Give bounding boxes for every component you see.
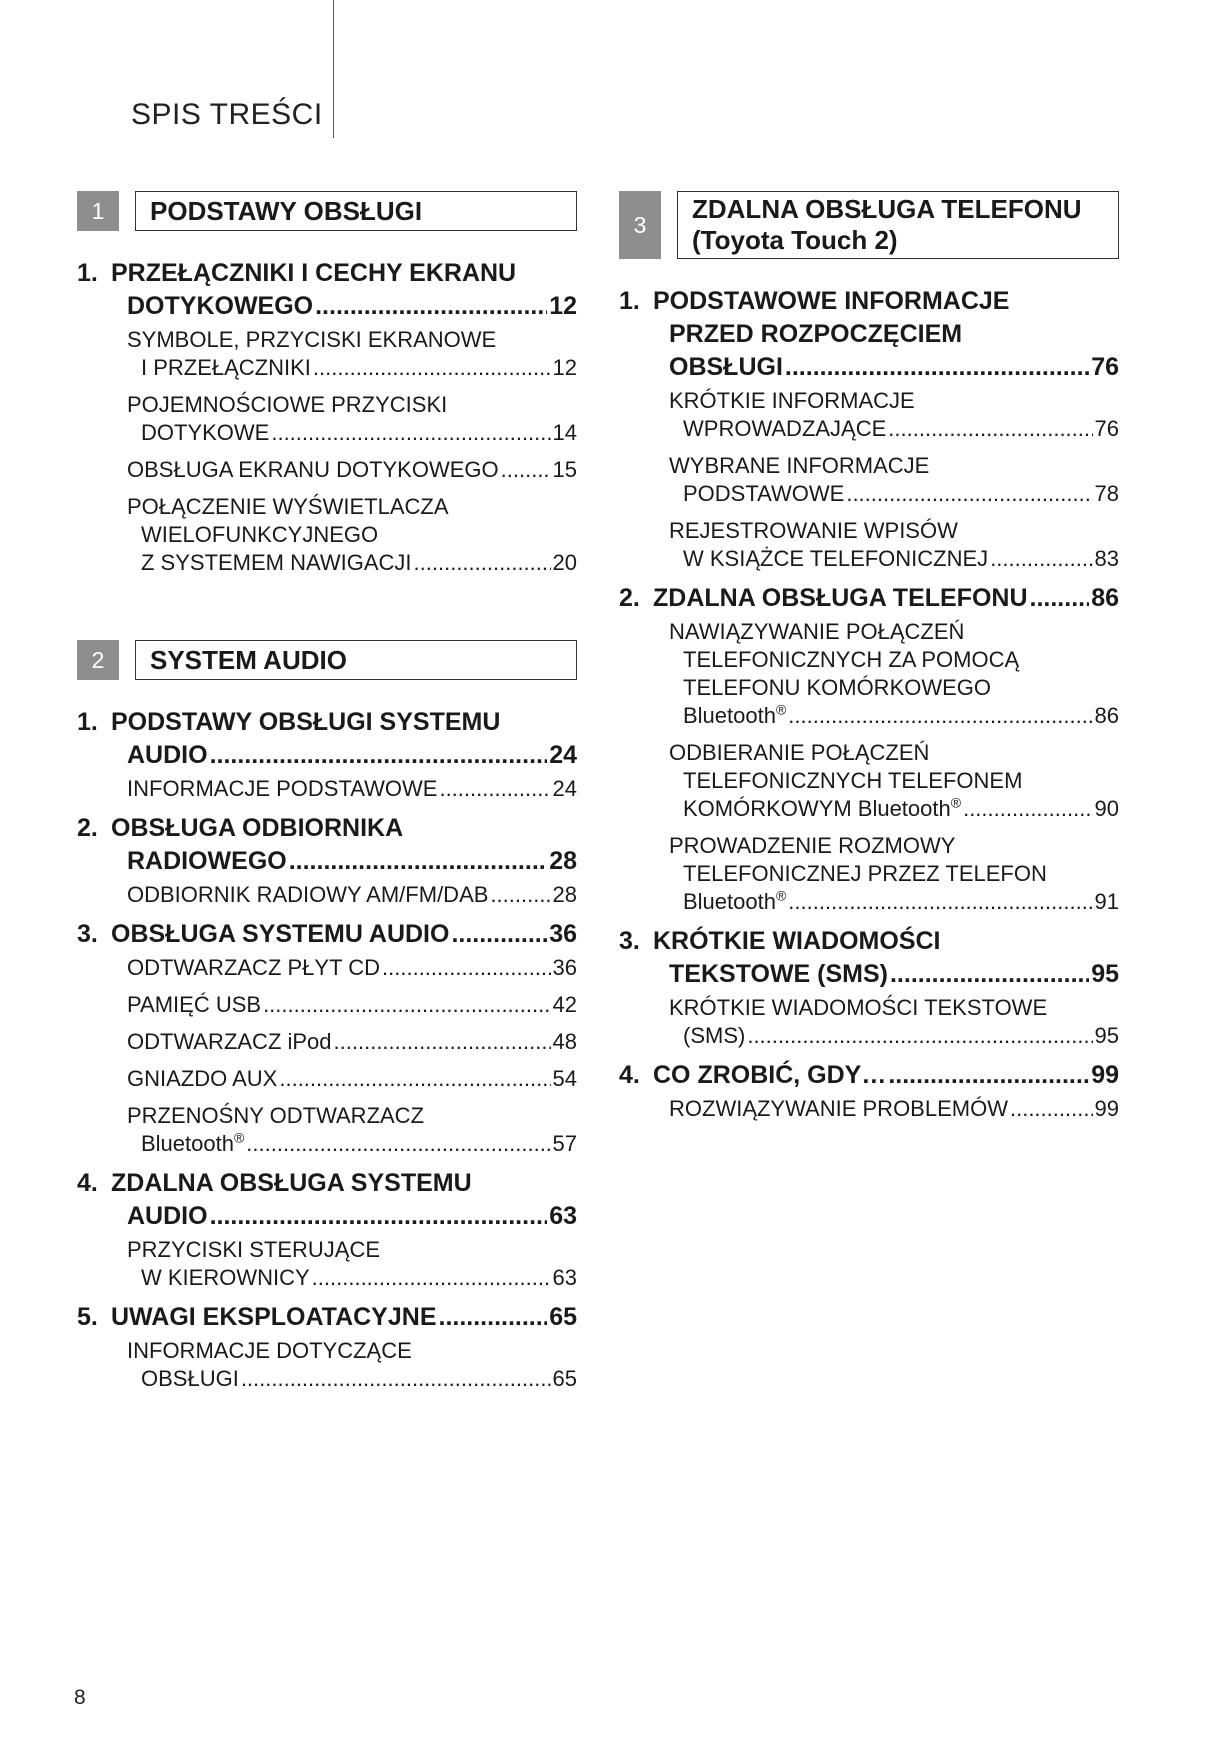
entry-title: W KSIĄŻCE TELEFONICZNEJ xyxy=(683,546,989,571)
chapter-number: 3. xyxy=(619,927,640,955)
page-ref: 76 xyxy=(1091,353,1119,381)
toc-chapter[interactable] xyxy=(77,1301,577,1334)
toc-entry[interactable] xyxy=(77,1065,577,1093)
chapter-title: ZDALNA OBSŁUGA SYSTEMU xyxy=(111,1169,472,1197)
toc-entry[interactable] xyxy=(619,618,1119,730)
page-ref: 54 xyxy=(552,1066,577,1091)
toc-entry[interactable] xyxy=(619,739,1119,823)
header-divider xyxy=(333,0,334,138)
entry-title: W KIEROWNICY xyxy=(141,1265,310,1290)
page-ref: 12 xyxy=(549,292,577,320)
entry-title: OBSŁUGI xyxy=(141,1366,239,1391)
entry-title: TELEFONU KOMÓRKOWEGO xyxy=(683,675,992,700)
page-ref: 63 xyxy=(549,1202,577,1230)
entry-title: GNIAZDO AUX xyxy=(127,1066,278,1091)
page-ref: 12 xyxy=(552,355,577,380)
toc-chapter[interactable] xyxy=(77,812,577,878)
toc-entry[interactable] xyxy=(619,387,1119,443)
entry-title: POJEMNOŚCIOWE PRZYCISKI xyxy=(127,392,448,417)
chapter-title: KRÓTKIE WIADOMOŚCI xyxy=(653,927,941,955)
toc-entry[interactable] xyxy=(77,1028,577,1056)
chapter-title: PODSTAWY OBSŁUGI SYSTEMU xyxy=(111,708,501,736)
entry-title: KRÓTKIE INFORMACJE xyxy=(669,388,915,413)
toc-chapter[interactable] xyxy=(619,285,1119,384)
toc-entry[interactable] xyxy=(77,456,577,484)
toc-entry[interactable] xyxy=(77,326,577,382)
toc-entry[interactable] xyxy=(77,954,577,982)
entry-title: ODBIORNIK RADIOWY AM/FM/DAB xyxy=(127,882,489,907)
page-ref: 14 xyxy=(552,420,577,445)
chapter-title: AUDIO xyxy=(127,741,208,769)
toc-entry[interactable] xyxy=(77,1337,577,1393)
entry-title: ROZWIĄZYWANIE PROBLEMÓW xyxy=(669,1096,1008,1121)
toc-entry[interactable] xyxy=(77,493,577,577)
page-ref: 65 xyxy=(549,1303,577,1331)
page-ref: 86 xyxy=(1091,584,1119,612)
entry-title: ODTWARZACZ iPod xyxy=(127,1029,332,1054)
section-title xyxy=(677,191,1119,259)
toc-right-column xyxy=(619,191,1119,1132)
chapter-title: OBSŁUGI xyxy=(669,353,783,381)
toc-entry[interactable] xyxy=(619,1095,1119,1123)
page-ref: 28 xyxy=(549,847,577,875)
page-ref: 63 xyxy=(552,1265,577,1290)
chapter-number: 2. xyxy=(619,584,640,612)
page-ref: 95 xyxy=(1091,960,1119,988)
page-ref: 36 xyxy=(549,920,577,948)
entry-title: OBSŁUGA EKRANU DOTYKOWEGO xyxy=(127,457,499,482)
registered-mark: ® xyxy=(950,794,962,811)
page-ref: 57 xyxy=(552,1131,577,1156)
entry-title: PROWADZENIE ROZMOWY xyxy=(669,833,956,858)
entry-title: PRZYCISKI STERUJĄCE xyxy=(127,1237,381,1262)
page-ref: 91 xyxy=(1094,889,1119,914)
entry-title: KRÓTKIE WIADOMOŚCI TEKSTOWE xyxy=(669,995,1048,1020)
entry-title: POŁĄCZENIE WYŚWIETLACZA xyxy=(127,494,449,519)
page-ref: 48 xyxy=(552,1029,577,1054)
chapter-number: 1. xyxy=(619,287,640,315)
registered-mark: ® xyxy=(775,887,787,904)
chapter-title: DOTYKOWEGO xyxy=(127,292,314,320)
entry-title: I PRZEŁĄCZNIKI xyxy=(141,355,311,380)
entry-title: WPROWADZAJĄCE xyxy=(683,416,887,441)
entry-title: Bluetooth xyxy=(141,1131,234,1156)
entry-title: REJESTROWANIE WPISÓW xyxy=(669,518,958,543)
entry-title: NAWIĄZYWANIE POŁĄCZEŃ xyxy=(669,619,965,644)
page-ref: 24 xyxy=(552,776,577,801)
page-ref: 20 xyxy=(552,550,577,575)
entry-title: ODTWARZACZ PŁYT CD xyxy=(127,955,381,980)
page-ref: 42 xyxy=(552,992,577,1017)
chapter-number: 5. xyxy=(77,1303,98,1331)
page-ref: 28 xyxy=(552,882,577,907)
entry-title: Bluetooth xyxy=(683,703,776,728)
section-title-line: (Toyota Touch 2) xyxy=(692,225,898,255)
toc-entry[interactable] xyxy=(77,775,577,803)
section-title: PODSTAWY OBSŁUGI xyxy=(135,191,577,231)
entry-title: INFORMACJE DOTYCZĄCE xyxy=(127,1338,412,1363)
page-ref: 86 xyxy=(1094,703,1119,728)
chapter-title: PRZED ROZPOCZĘCIEM xyxy=(669,320,963,348)
toc-entry[interactable] xyxy=(619,452,1119,508)
chapter-title: ZDALNA OBSŁUGA TELEFONU xyxy=(653,584,1028,612)
chapter-number: 3. xyxy=(77,920,98,948)
entry-title: PRZENOŚNY ODTWARZACZ xyxy=(127,1103,425,1128)
chapter-title: CO ZROBIĆ, GDY… xyxy=(653,1061,887,1089)
page-ref: 99 xyxy=(1094,1096,1119,1121)
page-ref: 99 xyxy=(1091,1061,1119,1089)
entry-title: WYBRANE INFORMACJE xyxy=(669,453,930,478)
page-ref: 95 xyxy=(1094,1023,1119,1048)
toc-entry[interactable] xyxy=(619,517,1119,573)
entry-title: Bluetooth xyxy=(683,889,776,914)
entry-title: INFORMACJE PODSTAWOWE xyxy=(127,776,438,801)
chapter-number: 4. xyxy=(77,1169,98,1197)
section-2-header xyxy=(77,640,577,680)
page-number: 8 xyxy=(74,1686,86,1709)
entry-title: TELEFONICZNEJ PRZEZ TELEFON xyxy=(683,861,1047,886)
toc-chapter[interactable] xyxy=(77,918,577,951)
toc-entry[interactable] xyxy=(77,1236,577,1292)
toc-entry[interactable] xyxy=(619,994,1119,1050)
toc-entry[interactable] xyxy=(77,391,577,447)
toc-entry[interactable] xyxy=(77,1102,577,1158)
entry-title: Z SYSTEMEM NAWIGACJI xyxy=(141,550,412,575)
toc-chapter[interactable] xyxy=(77,706,577,772)
chapter-number: 2. xyxy=(77,814,98,842)
chapter-number: 1. xyxy=(77,259,98,287)
section-title-line: ZDALNA OBSŁUGA TELEFONU xyxy=(692,194,1082,224)
section-number: 2 xyxy=(77,640,119,680)
chapter-title: RADIOWEGO xyxy=(127,847,287,875)
toc-chapter[interactable] xyxy=(619,925,1119,991)
page-ref: 90 xyxy=(1094,796,1119,821)
section-3-header xyxy=(619,191,1119,259)
page-title: SPIS TREŚCI xyxy=(131,98,323,131)
section-title: SYSTEM AUDIO xyxy=(135,640,577,680)
entry-title: DOTYKOWE xyxy=(141,420,270,445)
page-ref: 65 xyxy=(552,1366,577,1391)
registered-mark: ® xyxy=(233,1129,245,1146)
chapter-number: 4. xyxy=(619,1061,640,1089)
page-ref: 15 xyxy=(552,457,577,482)
chapter-title: OBSŁUGA SYSTEMU AUDIO xyxy=(111,920,450,948)
chapter-title: TEKSTOWE (SMS) xyxy=(669,960,888,988)
page-ref: 78 xyxy=(1094,481,1119,506)
page-ref: 24 xyxy=(549,741,577,769)
entry-title: (SMS) xyxy=(683,1023,746,1048)
chapter-title: PRZEŁĄCZNIKI I CECHY EKRANU xyxy=(111,259,517,287)
entry-title: PODSTAWOWE xyxy=(683,481,845,506)
registered-mark: ® xyxy=(775,701,787,718)
entry-title: WIELOFUNKCYJNEGO xyxy=(141,522,379,547)
page-ref: 76 xyxy=(1094,416,1119,441)
chapter-title: OBSŁUGA ODBIORNIKA xyxy=(111,814,404,842)
entry-title: ODBIERANIE POŁĄCZEŃ xyxy=(669,740,930,765)
chapter-number: 1. xyxy=(77,708,98,736)
entry-title: SYMBOLE, PRZYCISKI EKRANOWE xyxy=(127,327,497,352)
entry-title: TELEFONICZNYCH ZA POMOCĄ xyxy=(683,647,1020,672)
section-1-header xyxy=(77,191,577,231)
toc-left-column xyxy=(77,191,577,1402)
section-number: 3 xyxy=(619,191,661,259)
page-ref: 83 xyxy=(1094,546,1119,571)
section-number: 1 xyxy=(77,191,119,231)
toc-chapter[interactable] xyxy=(619,1059,1119,1092)
entry-title: PAMIĘĆ USB xyxy=(127,992,262,1017)
chapter-title: PODSTAWOWE INFORMACJE xyxy=(653,287,1010,315)
page-ref: 36 xyxy=(552,955,577,980)
toc-entry[interactable] xyxy=(77,991,577,1019)
toc-chapter[interactable] xyxy=(77,1167,577,1233)
toc-chapter[interactable] xyxy=(619,582,1119,615)
chapter-title: AUDIO xyxy=(127,1202,208,1230)
entry-title: KOMÓRKOWYM Bluetooth xyxy=(683,796,951,821)
toc-entry[interactable] xyxy=(619,832,1119,916)
chapter-title: UWAGI EKSPLOATACYJNE xyxy=(111,1303,437,1331)
entry-title: TELEFONICZNYCH TELEFONEM xyxy=(683,768,1023,793)
toc-entry[interactable] xyxy=(77,881,577,909)
toc-chapter[interactable] xyxy=(77,257,577,323)
